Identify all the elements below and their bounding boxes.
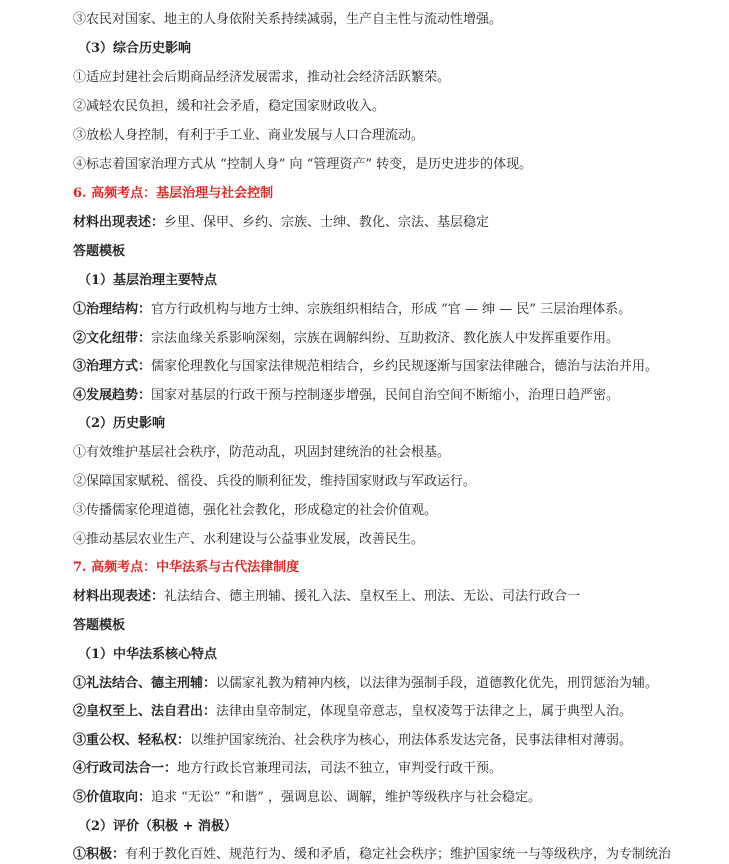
subheading: （2）历史影响: [78, 416, 166, 431]
point-label: ④行政司法合一：: [73, 761, 178, 776]
point-text: 有利于教化百姓、规范行为、缓和矛盾，稳定社会秩序；维护国家统一与等级秩序，为专制统治: [125, 847, 672, 862]
text-line: ④标志着国家治理方式从 “控制人身” 向 “管理资产” 转变，是历史进步的体现。: [73, 157, 533, 172]
point-line: [0, 675, 729, 693]
text-line: ①适应封建社会后期商品经济发展需求，推动社会经济活跃繁荣。: [73, 70, 451, 85]
text-line: ④推动基层农业生产、水利建设与公益事业发展，改善民生。: [73, 532, 425, 547]
point-line: [0, 301, 729, 319]
point-label: ⑤价值取向：: [73, 790, 152, 805]
text-line: ②保障国家赋税、徭役、兵役的顺利征发，维持国家财政与军政运行。: [73, 474, 477, 489]
subheading: （1）基层治理主要特点: [78, 273, 218, 288]
point-line: [0, 789, 729, 807]
point-label: ①礼法结合、德主刑辅：: [73, 676, 217, 691]
point-line: [0, 358, 729, 376]
point-line: [0, 846, 729, 864]
material-line: [0, 214, 729, 232]
point-label: ①积极：: [73, 847, 126, 862]
text-line: ③农民对国家、地主的人身依附关系持续减弱，生产自主性与流动性增强。: [73, 12, 503, 27]
point-text: 宗法血缘关系影响深刻，宗族在调解纠纷、互助救济、教化族人中发挥重要作用。: [151, 331, 620, 346]
point-line: [0, 760, 729, 778]
material-terms: 乡里、保甲、乡约、宗族、士绅、教化、宗法、基层稳定: [164, 215, 490, 230]
point-line: [0, 732, 729, 750]
template-label: 答题模板: [73, 618, 126, 633]
material-label: 材料出现表述：: [73, 589, 165, 604]
point-label: ③重公权、轻私权：: [73, 733, 191, 748]
point-label: ①治理结构：: [73, 302, 152, 317]
template-label: 答题模板: [73, 244, 126, 259]
point-text: 以维护国家统治、社会秩序为核心，刑法体系发达完备，民事法律相对薄弱。: [190, 733, 633, 748]
text-line: ③传播儒家伦理道德，强化社会教化，形成稳定的社会价值观。: [73, 503, 438, 518]
material-terms: 礼法结合、德主刑辅、援礼入法、皇权至上、刑法、无讼、司法行政合一: [164, 589, 581, 604]
point-label: ②文化纽带：: [73, 331, 152, 346]
point-text: 地方行政长官兼理司法，司法不独立，审判受行政干预。: [177, 761, 503, 776]
point-label: ③治理方式：: [73, 359, 152, 374]
text-line: ①有效维护基层社会秩序，防范动乱，巩固封建统治的社会根基。: [73, 445, 451, 460]
text-line: ③放松人身控制，有利于手工业、商业发展与人口合理流动。: [73, 128, 425, 143]
material-line: [0, 588, 729, 606]
material-label: 材料出现表述：: [73, 215, 165, 230]
subheading: （1）中华法系核心特点: [78, 647, 218, 662]
point-text: 法律由皇帝制定，体现皇帝意志，皇权凌驾于法律之上，属于典型人治。: [216, 704, 633, 719]
point-text: 追求 “无讼” “和谐” ，强调息讼、调解，维护等级秩序与社会稳定。: [151, 790, 541, 805]
point-text: 以儒家礼教为精神内核，以法律为强制手段，道德教化优先，刑罚惩治为辅。: [216, 676, 659, 691]
subheading: （3）综合历史影响: [78, 41, 192, 56]
point-line: [0, 703, 729, 721]
point-text: 官方行政机构与地方士绅、宗族组织相结合，形成 “官 — 绅 — 民” 三层治理体系。: [151, 302, 632, 317]
subheading: （2）评价（积极 + 消极）: [78, 819, 237, 834]
text-line: ②减轻农民负担，缓和社会矛盾，稳定国家财政收入。: [73, 99, 386, 114]
point-label: ②皇权至上、法自君出：: [73, 704, 217, 719]
point-line: [0, 387, 729, 405]
point-text: 儒家伦理教化与国家法律规范相结合，乡约民规逐渐与国家法律融合，德治与法治并用。: [151, 359, 659, 374]
point-line: [0, 330, 729, 348]
point-label: ④发展趋势：: [73, 388, 152, 403]
point-text: 国家对基层的行政干预与控制逐步增强，民间自治空间不断缩小，治理日趋严密。: [151, 388, 620, 403]
section-heading: 6. 高频考点：基层治理与社会控制: [73, 186, 274, 201]
section-heading: 7. 高频考点：中华法系与古代法律制度: [73, 560, 300, 575]
